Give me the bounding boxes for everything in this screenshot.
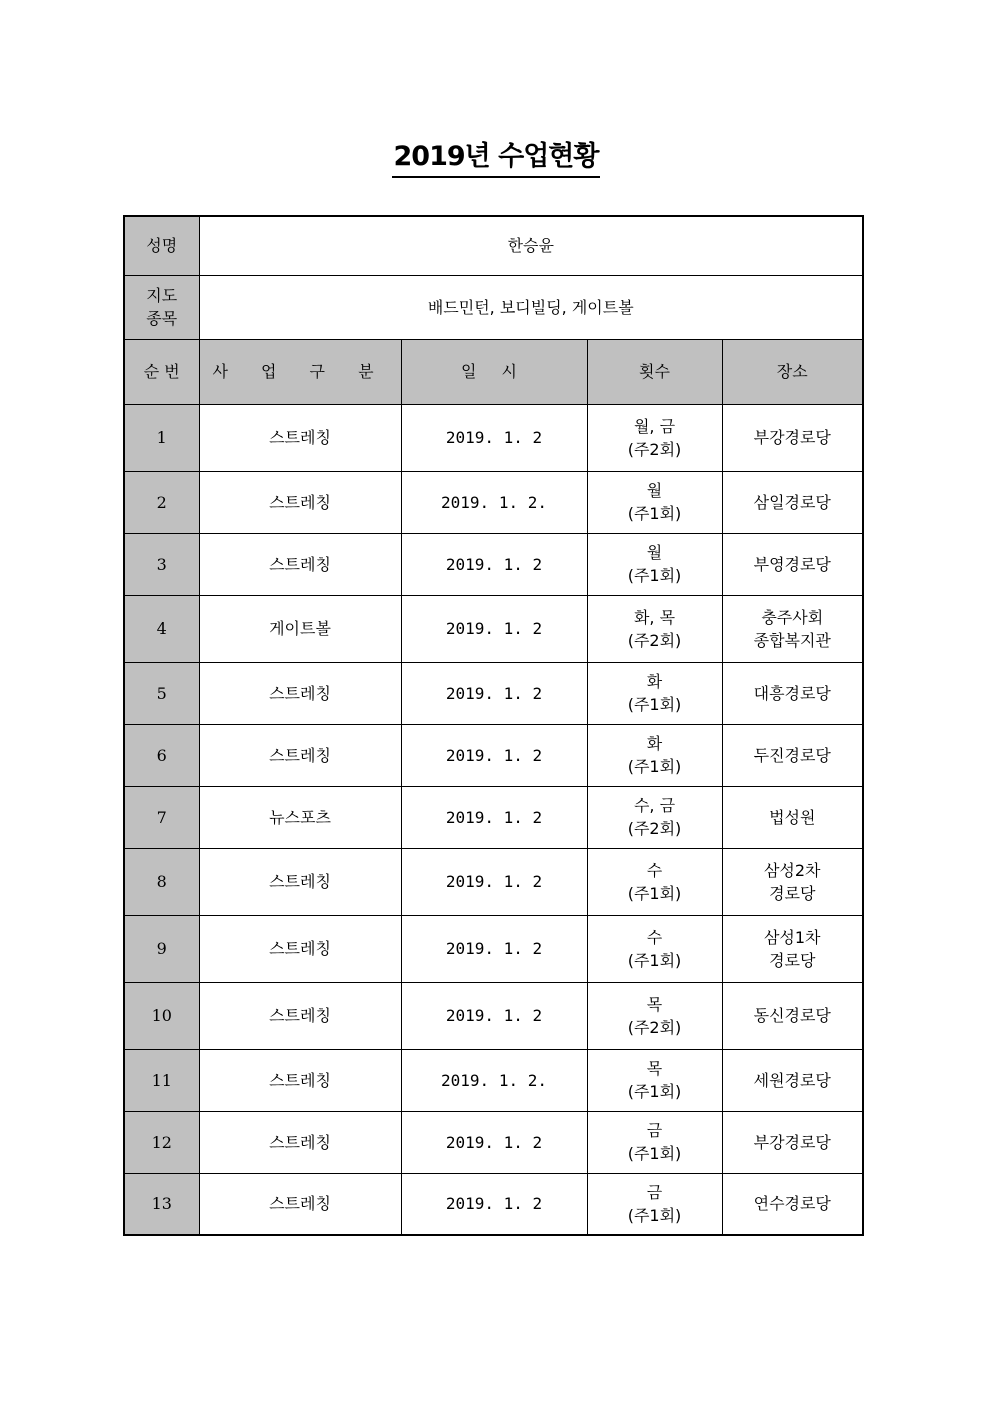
class-schedule-table <box>123 215 864 1236</box>
row-program: 스트레칭 <box>199 724 401 786</box>
row-date: 2019. 1. 2 <box>401 848 587 915</box>
table-row <box>124 915 863 982</box>
frequency-count: (주1회) <box>627 883 682 903</box>
place-line-1: 부영경로당 <box>753 554 831 574</box>
table-row <box>124 1173 863 1235</box>
frequency-days: 금 <box>646 1121 663 1140</box>
frequency-count: (주1회) <box>627 1205 682 1225</box>
frequency-days: 월 <box>646 543 663 562</box>
row-date: 2019. 1. 2 <box>401 595 587 662</box>
name-label: 성명 <box>124 216 199 275</box>
place-line-1: 대흥경로당 <box>753 683 831 703</box>
frequency-days: 화 <box>646 734 663 753</box>
row-date: 2019. 1. 2 <box>401 662 587 724</box>
row-date: 2019. 1. 2. <box>401 471 587 533</box>
header-frequency: 횟수 <box>587 339 722 404</box>
row-program: 스트레칭 <box>199 404 401 471</box>
row-program: 스트레칭 <box>199 533 401 595</box>
row-frequency <box>587 786 722 848</box>
table-row <box>124 1111 863 1173</box>
row-date: 2019. 1. 2 <box>401 1173 587 1235</box>
row-number: 13 <box>124 1173 199 1235</box>
row-number: 6 <box>124 724 199 786</box>
frequency-count: (주2회) <box>627 439 682 459</box>
row-place <box>722 786 863 848</box>
frequency-count: (주2회) <box>627 1017 682 1037</box>
table-body <box>124 216 863 1235</box>
place-line-1: 삼성2차 <box>763 860 821 880</box>
row-number: 5 <box>124 662 199 724</box>
row-place <box>722 848 863 915</box>
row-program: 스트레칭 <box>199 662 401 724</box>
row-frequency <box>587 595 722 662</box>
row-number: 8 <box>124 848 199 915</box>
place-line-2: 경로당 <box>769 950 816 970</box>
header-program: 사 업 구 분 <box>199 339 401 404</box>
row-date: 2019. 1. 2 <box>401 982 587 1049</box>
row-frequency <box>587 404 722 471</box>
row-program: 뉴스포츠 <box>199 786 401 848</box>
frequency-days: 화, 목 <box>633 607 676 627</box>
place-line-1: 부강경로당 <box>753 428 831 447</box>
frequency-count: (주1회) <box>627 504 682 523</box>
row-frequency <box>587 662 722 724</box>
row-frequency <box>587 1173 722 1235</box>
row-frequency <box>587 533 722 595</box>
row-frequency <box>587 471 722 533</box>
row-date: 2019. 1. 2 <box>401 915 587 982</box>
subject-row <box>124 275 863 339</box>
row-place <box>722 662 863 724</box>
row-date: 2019. 1. 2 <box>401 724 587 786</box>
frequency-days: 수, 금 <box>633 796 676 815</box>
table-row <box>124 1049 863 1111</box>
row-number: 1 <box>124 404 199 471</box>
row-place <box>722 471 863 533</box>
frequency-count: (주1회) <box>627 757 682 776</box>
row-date: 2019. 1. 2 <box>401 1111 587 1173</box>
row-program: 스트레칭 <box>199 1049 401 1111</box>
row-date: 2019. 1. 2 <box>401 786 587 848</box>
row-number: 10 <box>124 982 199 1049</box>
place-line-1: 동신경로당 <box>753 1006 831 1025</box>
table-row <box>124 533 863 595</box>
row-number: 3 <box>124 533 199 595</box>
table-row <box>124 724 863 786</box>
row-place <box>722 1173 863 1235</box>
row-date: 2019. 1. 2 <box>401 533 587 595</box>
row-number: 2 <box>124 471 199 533</box>
place-line-1: 충주사회 <box>761 607 824 627</box>
table-row <box>124 786 863 848</box>
frequency-days: 화 <box>646 672 663 691</box>
table-row <box>124 982 863 1049</box>
row-frequency <box>587 982 722 1049</box>
frequency-count: (주1회) <box>627 1144 682 1163</box>
row-program: 스트레칭 <box>199 915 401 982</box>
row-place <box>722 595 863 662</box>
table-row <box>124 848 863 915</box>
row-number: 11 <box>124 1049 199 1111</box>
frequency-days: 목 <box>646 1059 663 1078</box>
header-order: 순 번 <box>124 339 199 404</box>
frequency-count: (주1회) <box>627 1082 682 1101</box>
row-program: 스트레칭 <box>199 848 401 915</box>
name-value: 한승윤 <box>199 216 863 275</box>
row-date: 2019. 1. 2 <box>401 404 587 471</box>
frequency-days: 금 <box>646 1182 663 1202</box>
table-row <box>124 595 863 662</box>
subject-label-line-2: 종목 <box>146 309 178 328</box>
row-program: 스트레칭 <box>199 982 401 1049</box>
row-number: 12 <box>124 1111 199 1173</box>
row-number: 4 <box>124 595 199 662</box>
frequency-days: 월, 금 <box>633 416 676 436</box>
place-line-1: 삼성1차 <box>763 927 821 947</box>
row-program: 스트레칭 <box>199 471 401 533</box>
place-line-1: 두진경로당 <box>753 745 831 765</box>
place-line-1: 부강경로당 <box>753 1132 831 1152</box>
place-line-1: 법성원 <box>769 807 816 827</box>
row-frequency <box>587 724 722 786</box>
row-place <box>722 915 863 982</box>
header-place: 장소 <box>722 339 863 404</box>
row-frequency <box>587 1049 722 1111</box>
table-row <box>124 662 863 724</box>
subject-value: 배드민턴, 보디빌딩, 게이트볼 <box>199 275 863 339</box>
header-row <box>124 339 863 404</box>
place-line-1: 연수경로당 <box>753 1194 831 1214</box>
row-number: 7 <box>124 786 199 848</box>
place-line-1: 세원경로당 <box>753 1070 831 1090</box>
row-frequency <box>587 915 722 982</box>
frequency-days: 월 <box>646 481 663 500</box>
row-program: 스트레칭 <box>199 1173 401 1235</box>
frequency-count: (주2회) <box>627 630 682 650</box>
header-date: 일 시 <box>401 339 587 404</box>
table-row <box>124 404 863 471</box>
frequency-days: 목 <box>646 994 663 1014</box>
place-line-1: 삼일경로당 <box>753 492 831 512</box>
title-wrap <box>0 140 992 178</box>
table-row <box>124 471 863 533</box>
row-place <box>722 533 863 595</box>
place-line-2: 종합복지관 <box>753 630 831 650</box>
row-program: 스트레칭 <box>199 1111 401 1173</box>
row-place <box>722 982 863 1049</box>
frequency-count: (주2회) <box>627 819 682 838</box>
frequency-count: (주1회) <box>627 950 682 970</box>
frequency-days: 수 <box>646 927 663 947</box>
frequency-count: (주1회) <box>627 695 682 714</box>
name-row <box>124 216 863 275</box>
row-frequency <box>587 1111 722 1173</box>
place-line-2: 경로당 <box>769 883 816 903</box>
row-place <box>722 404 863 471</box>
frequency-count: (주1회) <box>627 566 682 585</box>
row-place <box>722 724 863 786</box>
row-place <box>722 1111 863 1173</box>
row-number: 9 <box>124 915 199 982</box>
row-date: 2019. 1. 2. <box>401 1049 587 1111</box>
row-place <box>722 1049 863 1111</box>
subject-label-line-1: 지도 <box>146 286 178 305</box>
row-program: 게이트볼 <box>199 595 401 662</box>
subject-label <box>124 275 199 339</box>
row-frequency <box>587 848 722 915</box>
frequency-days: 수 <box>646 860 663 880</box>
page-title: 2019년 수업현황 <box>392 140 601 178</box>
